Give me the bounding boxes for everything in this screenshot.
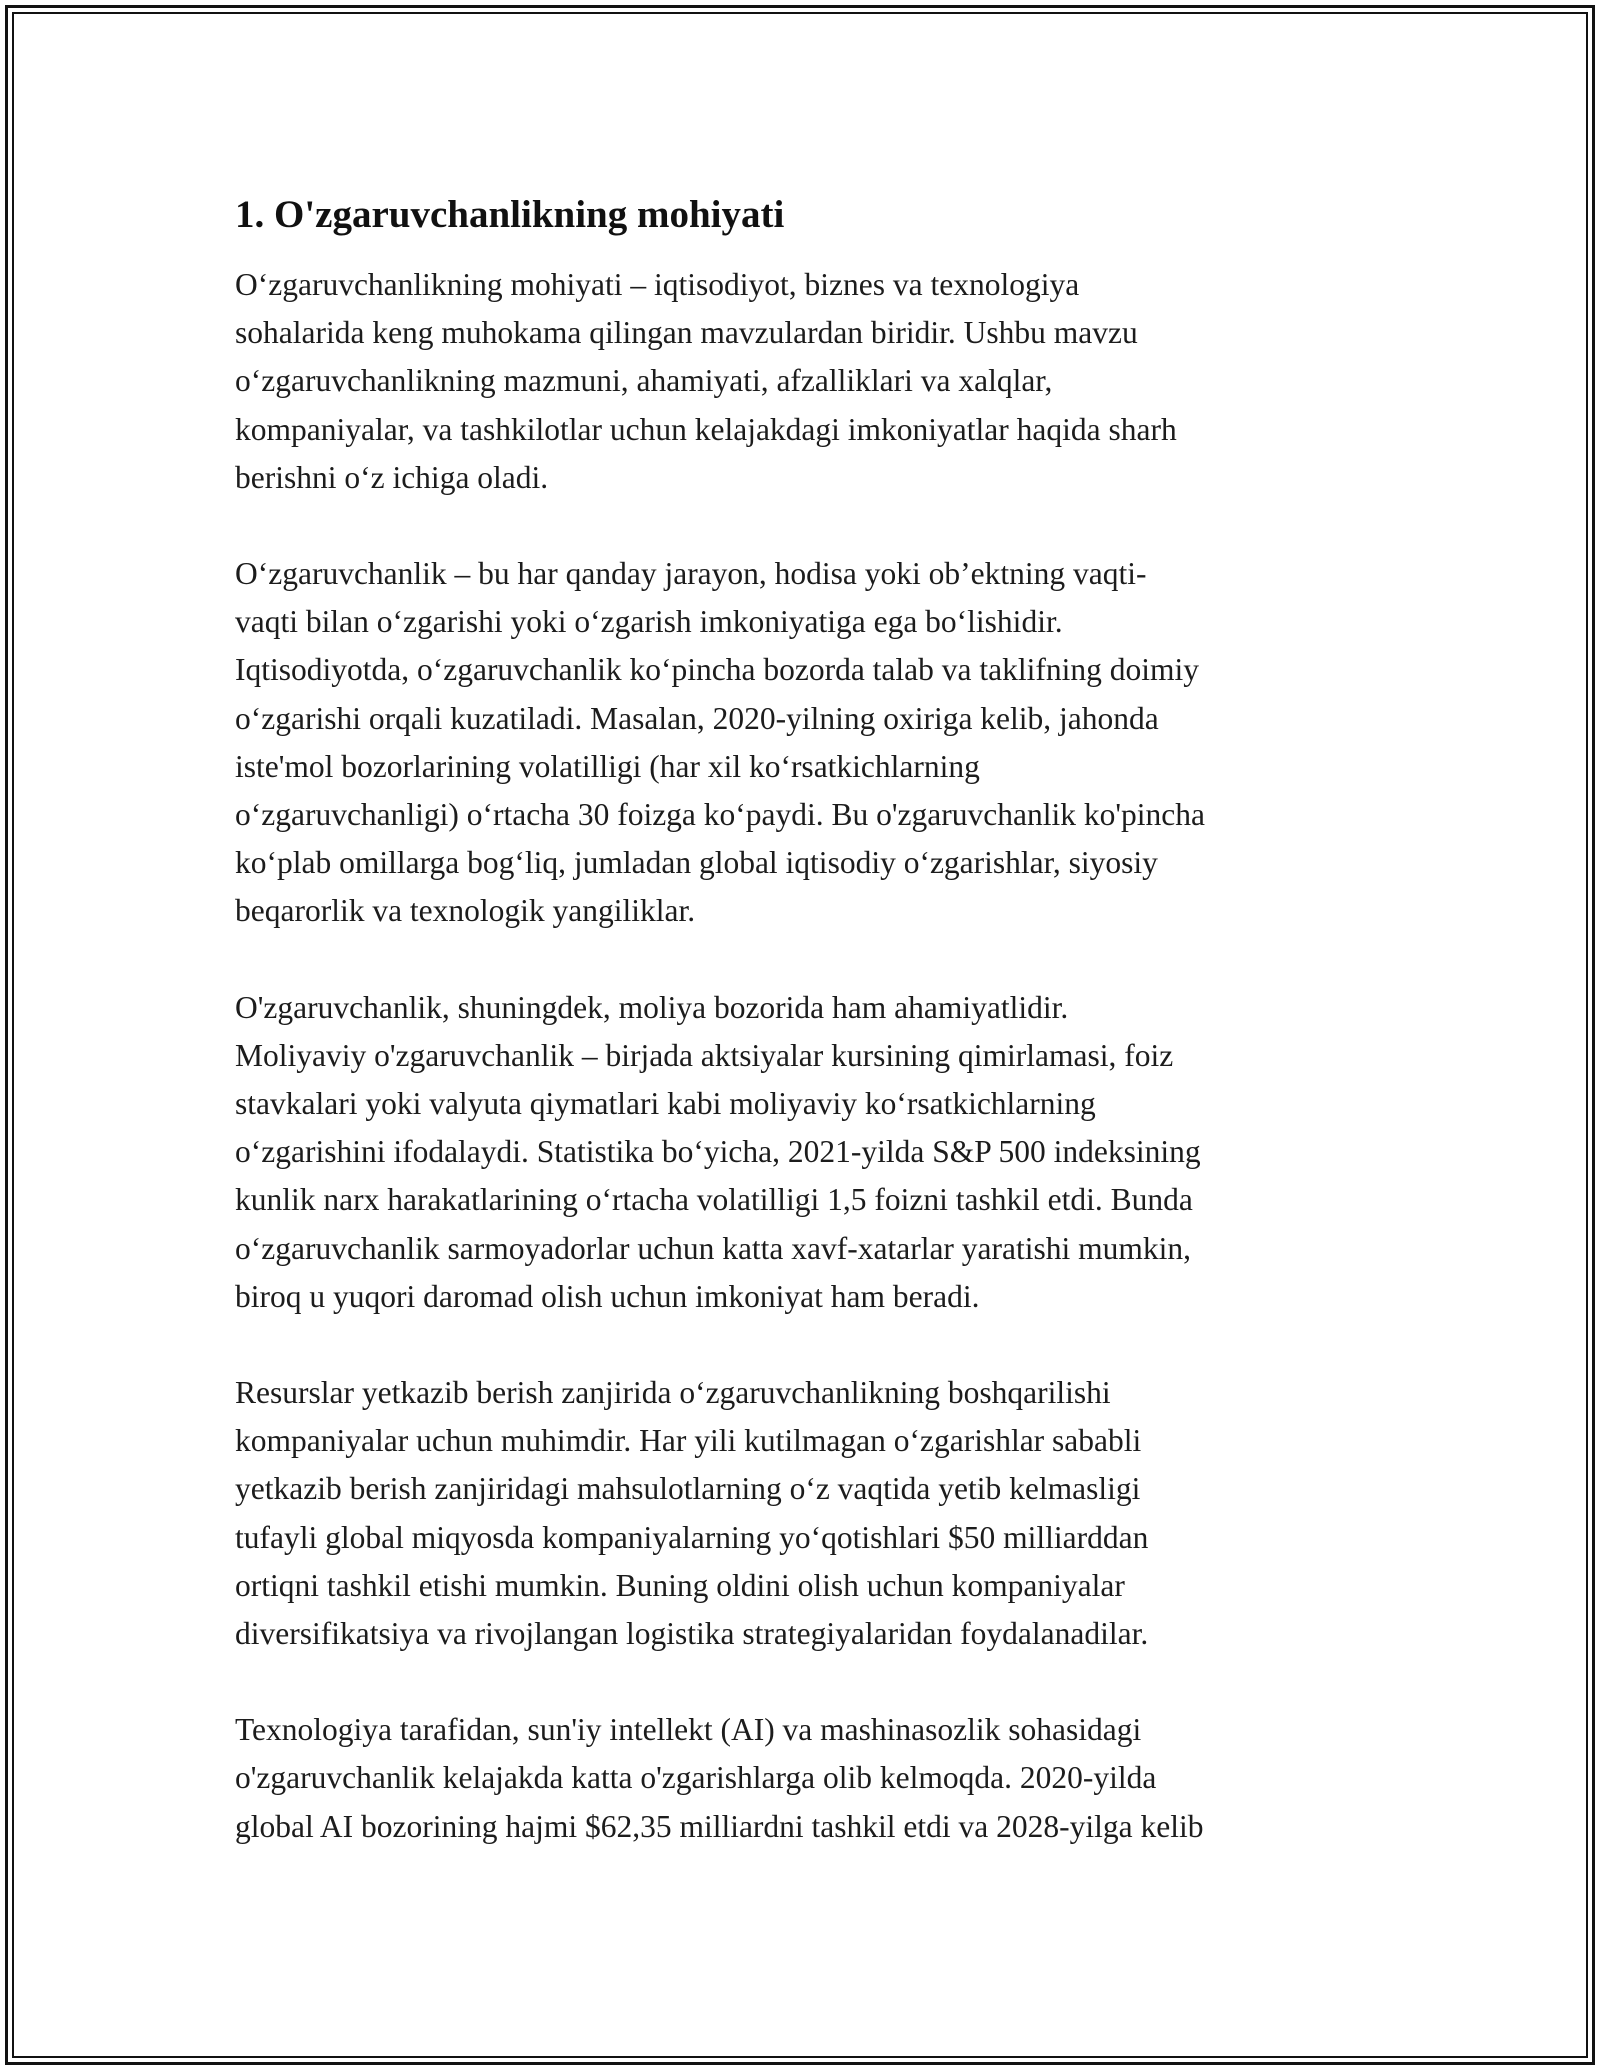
document-body [235, 185, 1375, 1851]
paragraph-4: Resurslar yetkazib berish zanjirida o‘zgaruvchanlikning boshqarilishi kompaniyalar uchun muhimdir. Har yili kutilmagan o‘zgarishlar sababli yetkazib berish zanjiridagi mahsulotlarning o‘z vaqtida yetib kelmasligi tufayli global miqyosda kompaniyalarning yo‘qotishlari $50 milliarddan ortiqni tashkil etishi mumkin. Buning oldini olish uchun kompaniyalar diversifikatsiya va rivojlangan logistika strategiyalaridan foydalanadilar. [235, 1375, 1149, 1652]
paragraph-2: O‘zgaruvchanlik – bu har qanday jarayon, hodisa yoki ob’ektning vaqti- vaqti bilan o‘zgarishi yoki o‘zgarish imkoniyatiga ega bo‘lishidir. Iqtisodiyotda, o‘zgaruvchanlik ko‘pincha bozorda talab va taklifning doimiy o‘zgarishi orqali kuzatiladi. Masalan, 2020-yilning oxiriga kelib, jahonda iste'mol bozorlarining volatilligi (har xil ko‘rsatkichlarning o‘zgaruvchanligi) o‘rtacha 30 foizga ko‘paydi. Bu o'zgaruvchanlik ko'pincha ko‘plab omillarga bog‘liq, jumladan global iqtisodiy o‘zgarishlar, siyosiy beqarorlik va texnologik yangiliklar. [235, 556, 1205, 929]
paragraph-1: O‘zgaruvchanlikning mohiyati – iqtisodiyot, biznes va texnologiya sohalarida keng muhokama qilingan mavzulardan biridir. Ushbu mavzu o‘zgaruvchanlikning mazmuni, ahamiyati, afzalliklari va xalqlar, kompaniyalar, va tashkilotlar uchun kelajakdagi imkoniyatlar haqida sharh berishni o‘z ichiga oladi. [235, 267, 1177, 495]
paragraph-5: Texnologiya tarafidan, sun'iy intellekt (AI) va mashinasozlik sohasidagi o'zgaruvchanlik kelajakda katta o'zgarishlarga olib kelmoqda. 2020-yilda global AI bozorining hajmi $62,35 milliardni tashkil etdi va 2028-yilga kelib [235, 1712, 1204, 1844]
section-title: 1. O'zgaruvchanlikning mohiyati [235, 193, 785, 236]
paragraph-3: O'zgaruvchanlik, shuningdek, moliya bozorida ham ahamiyatlidir. Moliyaviy o'zgaruvchanlik – birjada aktsiyalar kursining qimirlamasi, foiz stavkalari yoki valyuta qiymatlari kabi moliyaviy ko‘rsatkichlarning o‘zgarishini ifodalaydi. Statistika bo‘yicha, 2021-yilda S&P 500 indeksining kunlik narx harakatlarining o‘rtacha volatilligi 1,5 foizni tashkil etdi. Bunda o‘zgaruvchanlik sarmoyadorlar uchun katta xavf-xatarlar yaratishi mumkin, biroq u yuqori daromad olish uchun imkoniyat ham beradi. [235, 989, 1201, 1314]
